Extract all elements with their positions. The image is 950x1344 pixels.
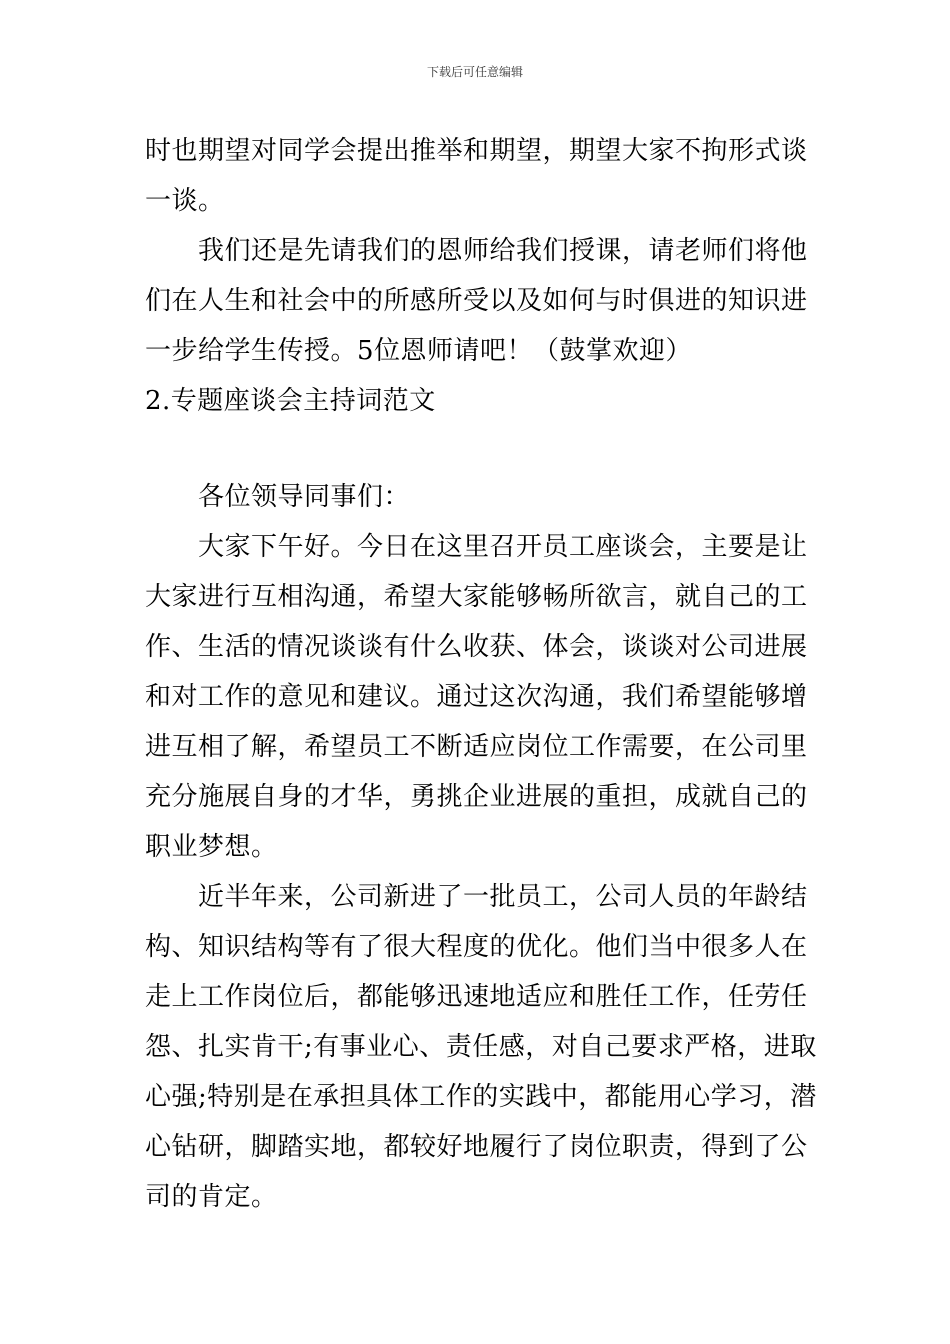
text-line: 充分施展自身的才华，勇挑企业进展的重担，成就自己的	[145, 782, 808, 812]
salutation-line: 各位领导同事们：	[198, 482, 411, 512]
text-line: 构、知识结构等有了很大程度的优化。他们当中很多人在	[145, 932, 808, 962]
text-line: 心钻研，脚踏实地，都较好地履行了岗位职责，得到了公	[145, 1132, 808, 1162]
text-line: 们在人生和社会中的所感所受以及如何与时俱进的知识进	[145, 286, 808, 316]
paragraph-start-line: 近半年来，公司新进了一批员工，公司人员的年龄结	[198, 882, 808, 912]
page-header: 下载后可任意编辑	[426, 65, 523, 79]
text-line: 走上工作岗位后，都能够迅速地适应和胜任工作，任劳任	[145, 982, 808, 1012]
text-line: 大家进行互相沟通，希望大家能够畅所欲言，就自己的工	[145, 582, 808, 612]
paragraph-start-line: 大家下午好。今日在这里召开员工座谈会，主要是让	[198, 532, 808, 562]
text-line: 怨、扎实肯干;有事业心、责任感，对自己要求严格，进取	[145, 1032, 817, 1062]
text-line: 一步给学生传授。5位恩师请吧！（鼓掌欢迎）	[145, 336, 693, 366]
text-line: 进互相了解，希望员工不断适应岗位工作需要，在公司里	[145, 732, 808, 762]
text-line: 和对工作的意见和建议。通过这次沟通，我们希望能够增	[145, 682, 808, 712]
text-line: 时也期望对同学会提出推举和期望，期望大家不拘形式谈	[145, 136, 808, 166]
text-line: 心强;特别是在承担具体工作的实践中，都能用心学习，潜	[145, 1082, 817, 1112]
text-line: 职业梦想。	[145, 832, 278, 862]
text-line: 一谈。	[145, 186, 225, 216]
paragraph-start-line: 我们还是先请我们的恩师给我们授课，请老师们将他	[198, 236, 808, 266]
section-heading: 2.专题座谈会主持词范文	[145, 386, 436, 416]
text-line: 司的肯定。	[145, 1182, 278, 1212]
text-line: 作、生活的情况谈谈有什么收获、体会，谈谈对公司进展	[145, 632, 808, 662]
